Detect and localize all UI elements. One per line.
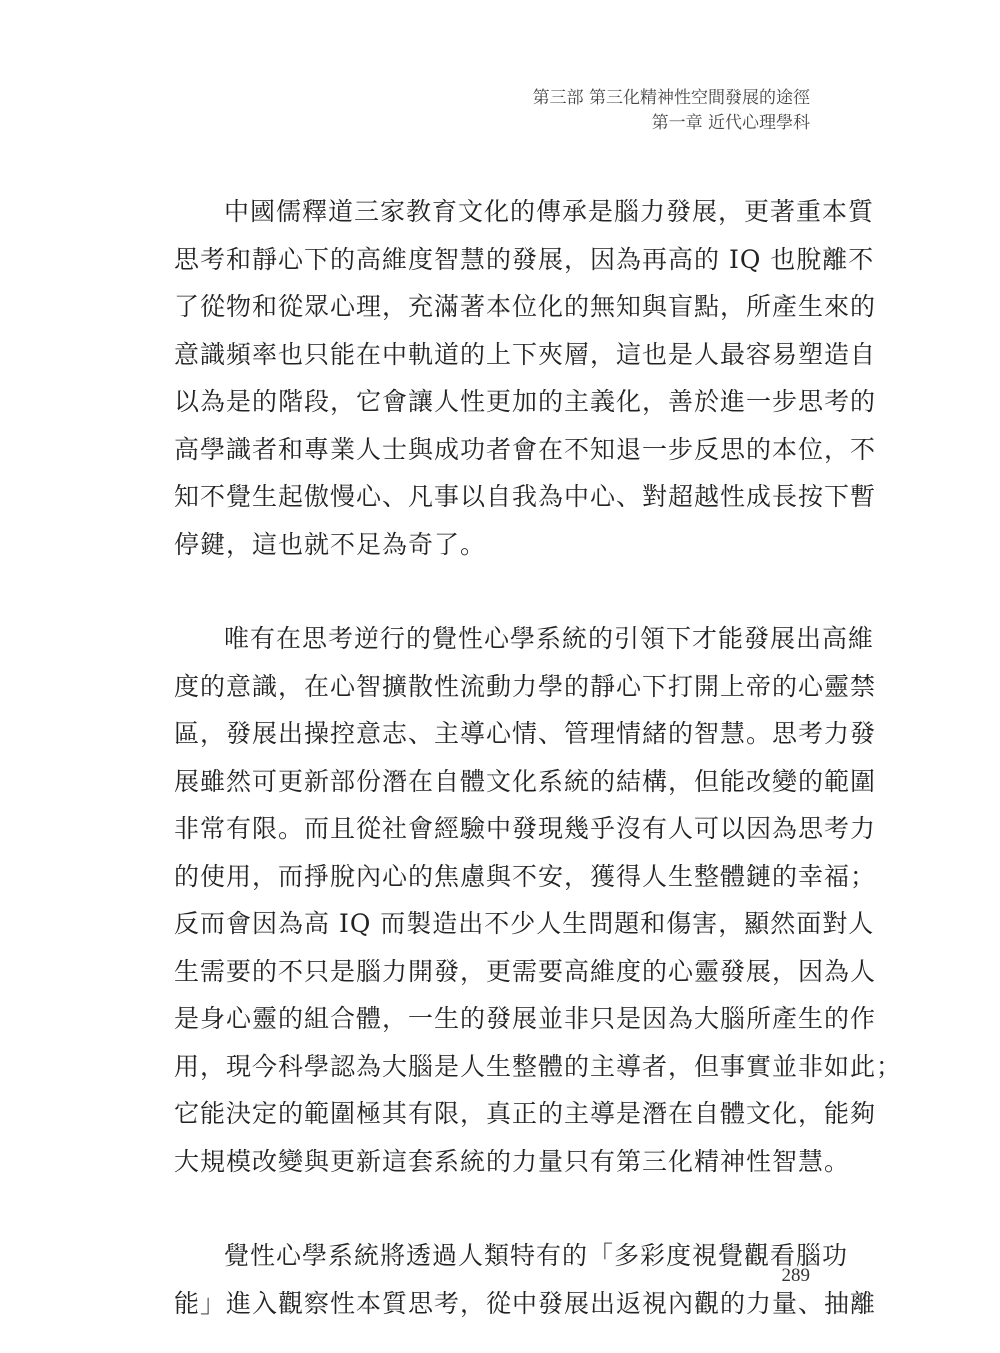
text-line: 生需要的不只是腦力開發，更需要高維度的心靈發展，因為人: [174, 956, 877, 986]
text-line: 是身心靈的組合體，一生的發展並非只是因為大腦所產生的作: [174, 1004, 877, 1033]
paragraph-3: [174, 1232, 877, 1327]
text-line: 知不覺生起傲慢心、凡事以自我為中心、對超越性成長按下暫: [174, 482, 877, 511]
text-line: 停鍵，這也就不足為奇了。: [174, 529, 487, 559]
text-line: 用，現今科學認為大腦是人生整體的主導者，但事實並非如此；: [174, 1051, 903, 1081]
text-line: 以為是的階段，它會讓人性更加的主義化，善於進一步思考的: [174, 387, 877, 416]
paragraph-1: [174, 188, 877, 568]
text-line: 了從物和從眾心理，充滿著本位化的無知與盲點，所產生來的: [174, 292, 877, 321]
text-line: 能」進入觀察性本質思考，從中發展出返視內觀的力量、抽離: [174, 1288, 877, 1318]
text-line: 的使用，而掙脫內心的焦慮與不安，獲得人生整體鏈的幸福；: [174, 861, 877, 891]
text-line: 反而會因為高 IQ 而製造出不少人生問題和傷害，顯然面對人: [174, 909, 875, 938]
text-line: 非常有限。而且從社會經驗中發現幾乎沒有人可以因為思考力: [174, 814, 877, 843]
text-line: 唯有在思考逆行的覺性心學系統的引領下才能發展出高維: [224, 624, 875, 653]
text-line: 區，發展出操控意志、主導心情、管理情緒的智慧。思考力發: [174, 719, 877, 748]
text-line: 思考和靜心下的高維度智慧的發展，因為再高的 IQ 也脫離不: [174, 244, 875, 274]
text-line: 大規模改變與更新這套系統的力量只有第三化精神性智慧。: [174, 1146, 851, 1176]
header-part-title: 第三部 第三化精神性空間發展的途徑: [532, 88, 810, 108]
body-text: [174, 188, 903, 1327]
text-line: 度的意識，在心智擴散性流動力學的靜心下打開上帝的心靈禁: [174, 671, 877, 701]
running-header: [533, 86, 810, 136]
paragraph-2: [174, 615, 903, 1185]
text-line: 中國儒釋道三家教育文化的傳承是腦力發展，更著重本質: [224, 197, 875, 226]
header-chapter-title: 第一章 近代心理學科: [651, 113, 810, 133]
text-line: 覺性心學系統將透過人類特有的「多彩度視覺觀看腦功: [224, 1241, 849, 1270]
text-line: 意識頻率也只能在中軌道的上下夾層，這也是人最容易塑造自: [174, 339, 877, 369]
text-line: 它能決定的範圍極其有限，真正的主導是潛在自體文化，能夠: [174, 1099, 877, 1128]
text-line: 展雖然可更新部份潛在自體文化系統的結構，但能改變的範圍: [174, 766, 877, 796]
page-number: 289: [781, 1265, 810, 1286]
text-line: 高學識者和專業人士與成功者會在不知退一步反思的本位，不: [174, 434, 877, 464]
